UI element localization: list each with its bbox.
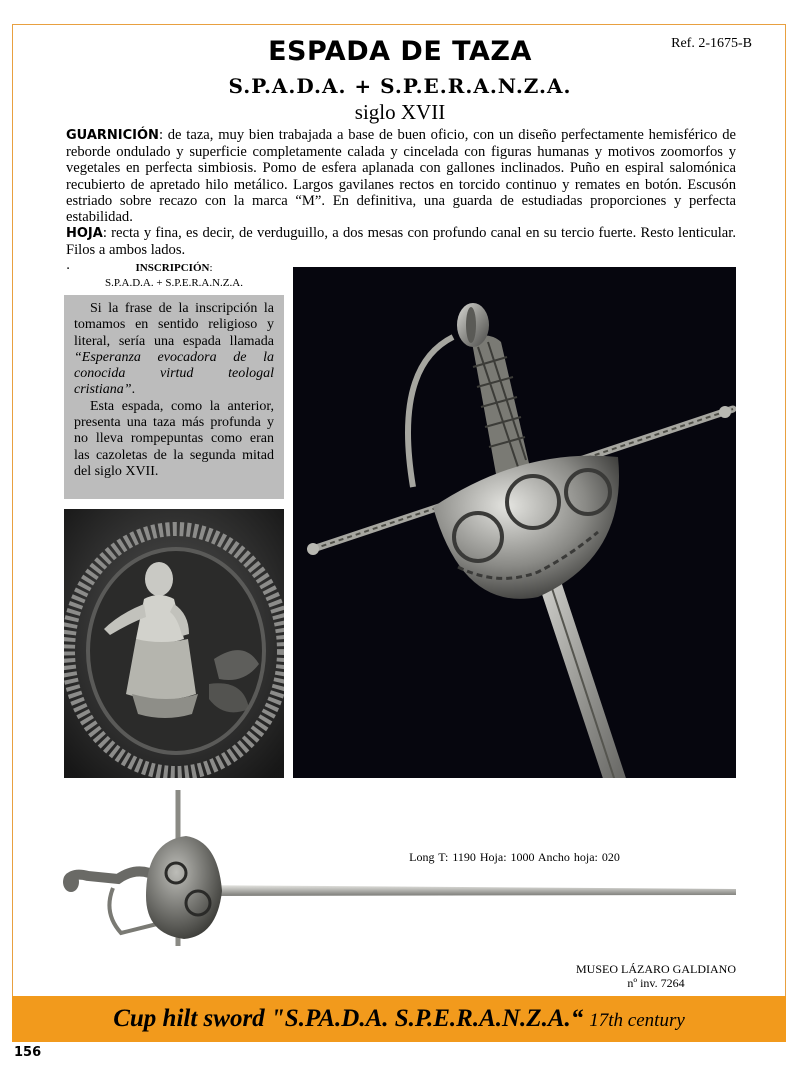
stray-dot: . [66, 258, 71, 273]
description-text [66, 127, 736, 259]
guarnicion-label: GUARNICIÓN [66, 128, 159, 143]
museum-name: MUSEO LÁZARO GALDIANO [576, 962, 736, 976]
page-number: 156 [14, 1045, 42, 1060]
english-century: 17th century [589, 1010, 685, 1031]
note-paragraph-1 [74, 301, 274, 399]
reference-number: Ref. 2-1675-B [671, 36, 752, 51]
note-p1-start: Si la frase de la inscripción la tomamos en sentido religioso y literal, sería una espada llamada [74, 301, 274, 349]
measurements: Long T: 1190 Hoja: 1000 Ancho hoja: 020 [409, 850, 620, 864]
english-title-banner [12, 996, 786, 1042]
hoja-paragraph [66, 225, 736, 258]
guarnicion-paragraph [66, 127, 736, 225]
main-sword-photo [293, 267, 736, 845]
detail-photo [64, 509, 284, 778]
page-title: ESPADA DE TAZA [268, 36, 532, 67]
inscription-colon: : [209, 262, 213, 274]
century-label: siglo XVII [354, 100, 446, 124]
english-title: Cup hilt sword "S.PA.D.A. S.P.E.R.A.N.Z.A.“ [113, 1005, 584, 1032]
guarnicion-text: : de taza, muy bien trabajada a base de buen oficio, con un diseño perfectamente hemisférico de reborde ondulado y superficie completamente calada y cincelada con figuras humanas y motivos zoomorfos y vegetales en perfecta simbiosis. Pomo de esfera aplanada con gallones inclinados. Puño en espiral salomónica recubierto de apretado hilo metálico. Largos gavilanes rectos en torcido continuo y remates en botón. Escusón estriado sobre recazo con la marca “M”. En definitiva, una guarda de estudiadas proporciones y perfecta estabilidad. [66, 127, 736, 226]
inscription-heading [64, 262, 284, 274]
inventory-number: nº inv. 7264 [627, 976, 685, 990]
hoja-text: : recta y fina, es decir, de verduguillo, a dos mesas con profundo canal en su tercio fuerte. Resto lenticular. Filos a ambos lados. [66, 225, 736, 259]
note-paragraph-2: Esta espada, como la anterior, presenta una taza más profunda y no lleva rompepuntas como eran las cazoletas de la segunda mitad del siglo XVII. [74, 398, 274, 479]
hoja-label: HOJA [66, 226, 103, 242]
inscription-text: S.P.A.D.A. + S.P.E.R.A.N.Z.A. [105, 277, 243, 289]
note-p1-end: . [131, 382, 136, 398]
museum-info [576, 962, 736, 990]
note-box [64, 295, 284, 499]
inscription-subtitle: S.P.A.D.A. + S.P.E.R.A.N.Z.A. [228, 74, 572, 98]
note-p1-italic: “Esperanza evocadora de la conocida virtud teologal cristiana” [74, 349, 274, 398]
inscription-label: INSCRIPCIÓN [135, 262, 210, 274]
